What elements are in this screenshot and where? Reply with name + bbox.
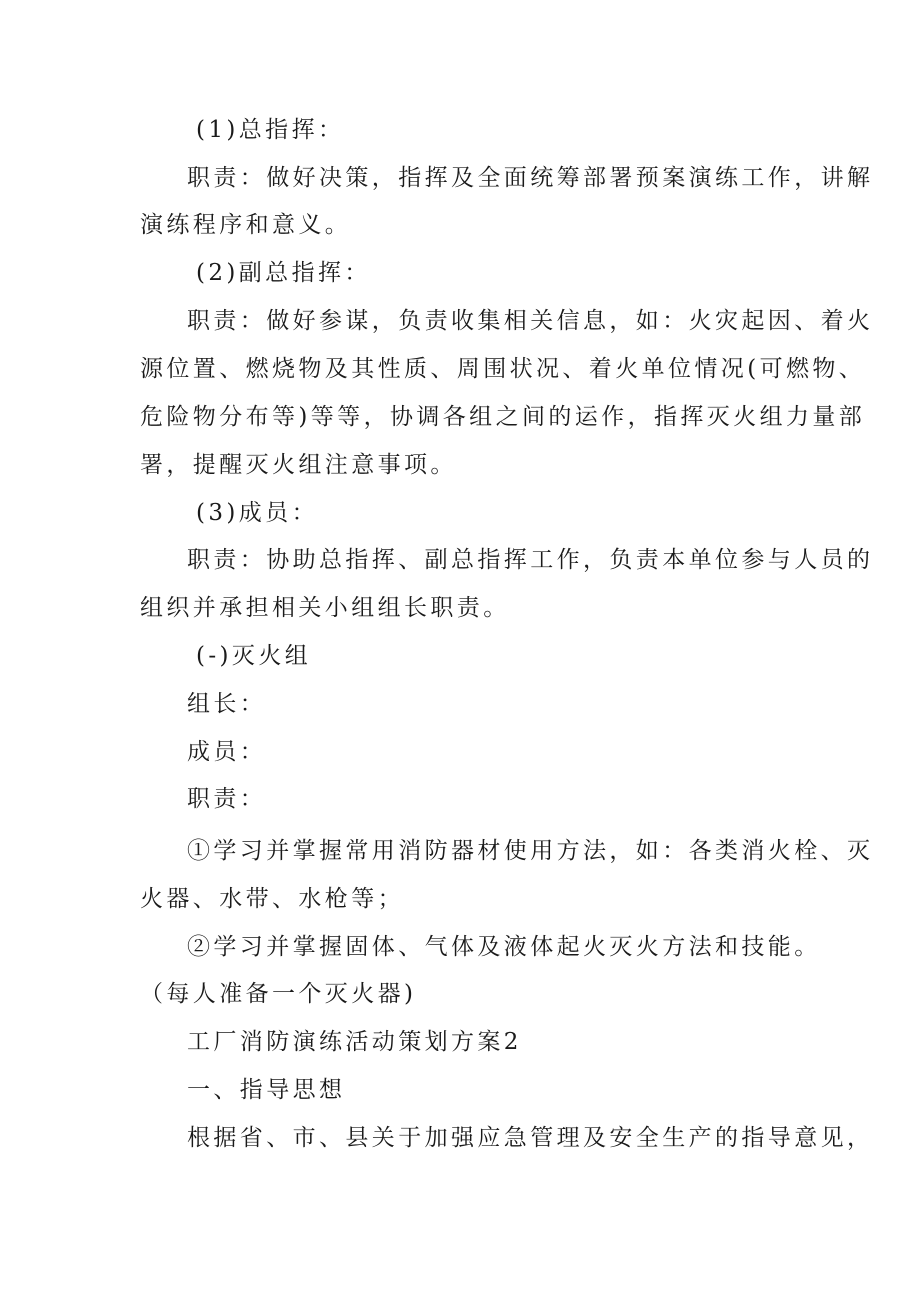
- paragraph-line: 成员：: [187, 739, 267, 765]
- paragraph-line: 职责：做好参谋，负责收集相关信息，如：火灾起因、着火: [187, 308, 874, 334]
- paragraph-line: 署，提醒灭火组注意事项。: [140, 452, 457, 478]
- paragraph-line: （每人准备一个灭火器): [140, 981, 417, 1007]
- heading-deputy-commander: (2)副总指挥：: [196, 260, 371, 286]
- paragraph-line: ②学习并掌握固体、气体及液体起火灭火方法和技能。: [187, 934, 821, 960]
- paragraph-line: 危险物分布等)等等，协调各组之间的运作，指挥灭火组力量部: [140, 404, 866, 430]
- paragraph-line: 源位置、燃烧物及其性质、周围状况、着火单位情况(可燃物、: [140, 356, 866, 382]
- paragraph-line: 组长：: [187, 691, 267, 717]
- paragraph-line: 职责：做好决策，指挥及全面统筹部署预案演练工作，讲解: [187, 165, 874, 191]
- paragraph-line: 职责：协助总指挥、副总指挥工作，负责本单位参与人员的: [187, 547, 874, 573]
- paragraph-line: 演练程序和意义。: [140, 212, 352, 238]
- paragraph-line: ①学习并掌握常用消防器材使用方法，如：各类消火栓、灭: [187, 838, 874, 864]
- paragraph-line: 火器、水带、水枪等；: [140, 886, 404, 912]
- heading-members: (3)成员：: [196, 500, 318, 526]
- heading-firefighting-group: (-)灭火组: [196, 643, 312, 669]
- paragraph-line: 职责：: [187, 786, 267, 812]
- section-heading: 一、指导思想: [187, 1077, 346, 1103]
- paragraph-line: 根据省、市、县关于加强应急管理及安全生产的指导意见，: [187, 1125, 874, 1151]
- section-title: 工厂消防演练活动策划方案2: [187, 1029, 522, 1055]
- paragraph-line: 组织并承担相关小组组长职责。: [140, 595, 510, 621]
- heading-general-commander: (1)总指挥：: [196, 117, 345, 143]
